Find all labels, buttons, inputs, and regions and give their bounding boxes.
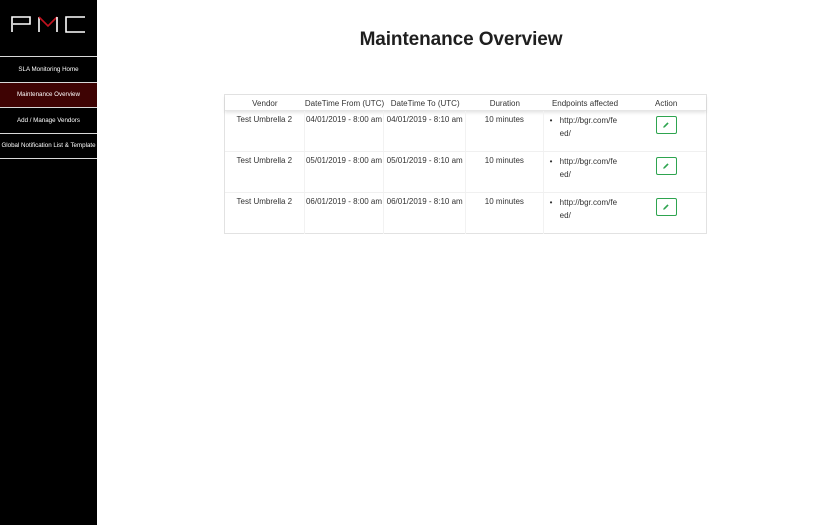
header-duration: Duration: [489, 98, 520, 108]
cell-action: [626, 193, 706, 234]
table-row: [225, 193, 706, 234]
cell-datetime-to: 06/01/2019 - 8:10 am: [384, 193, 466, 234]
pencil-icon: [662, 162, 670, 170]
cell-vendor: Test Umbrella 2: [225, 111, 305, 151]
cell-vendor: Test Umbrella 2: [225, 193, 305, 234]
table-row: [225, 111, 706, 152]
sidebar-item-add-manage-vendors[interactable]: [0, 108, 97, 134]
edit-button[interactable]: [656, 157, 677, 175]
bullet-icon: •: [549, 198, 553, 207]
bullet-icon: •: [549, 116, 553, 125]
bullet-icon: •: [549, 157, 553, 166]
endpoint-url: http://bgr.com/feed/: [559, 157, 618, 179]
cell-datetime-from: 05/01/2019 - 8:00 am: [305, 152, 385, 192]
header-datetime-to: DateTime To (UTC): [390, 98, 460, 108]
cell-datetime-from: 04/01/2019 - 8:00 am: [305, 111, 385, 151]
cell-vendor: Test Umbrella 2: [225, 152, 305, 192]
header-endpoints-affected: Endpoints affected: [551, 98, 619, 108]
cell-duration: 10 minutes: [466, 193, 544, 234]
pencil-icon: [662, 121, 670, 129]
sidebar-item-label: Global Notification List & Template: [1, 142, 96, 150]
cell-endpoints: [544, 192, 627, 234]
sidebar-item-global-notification-list[interactable]: [0, 134, 97, 160]
header-action: Action: [655, 98, 678, 108]
header-vendor: Vendor: [252, 98, 278, 108]
cell-action: [626, 152, 706, 192]
cell-duration: 10 minutes: [466, 152, 544, 192]
sidebar-item-label: Add / Manage Vendors: [17, 116, 80, 124]
sidebar-nav: [0, 56, 97, 159]
sidebar-item-maintenance-overview[interactable]: [0, 83, 97, 109]
edit-button[interactable]: [656, 198, 677, 216]
cell-datetime-to: 05/01/2019 - 8:10 am: [384, 152, 466, 192]
cell-endpoints: [544, 110, 627, 151]
cell-datetime-to: 04/01/2019 - 8:10 am: [384, 111, 466, 151]
maintenance-table: [224, 94, 707, 234]
endpoint-url: http://bgr.com/feed/: [559, 198, 618, 220]
pencil-icon: [662, 203, 670, 211]
cell-duration: 10 minutes: [466, 111, 544, 151]
edit-button[interactable]: [656, 116, 677, 134]
table-header: [225, 95, 706, 111]
sidebar-item-sla-monitoring-home[interactable]: [0, 57, 97, 83]
pmc-logo: [10, 14, 88, 34]
header-datetime-from: DateTime From (UTC): [304, 98, 385, 108]
sidebar-item-label: SLA Monitoring Home: [18, 65, 79, 73]
sidebar-item-label: Maintenance Overview: [17, 91, 80, 99]
cell-datetime-from: 06/01/2019 - 8:00 am: [305, 193, 385, 234]
cell-endpoints: [544, 151, 627, 192]
sidebar: [0, 0, 97, 525]
cell-action: [626, 111, 706, 151]
endpoint-url: http://bgr.com/feed/: [559, 116, 618, 138]
table-row: [225, 152, 706, 193]
page-title: Maintenance Overview: [359, 29, 563, 50]
